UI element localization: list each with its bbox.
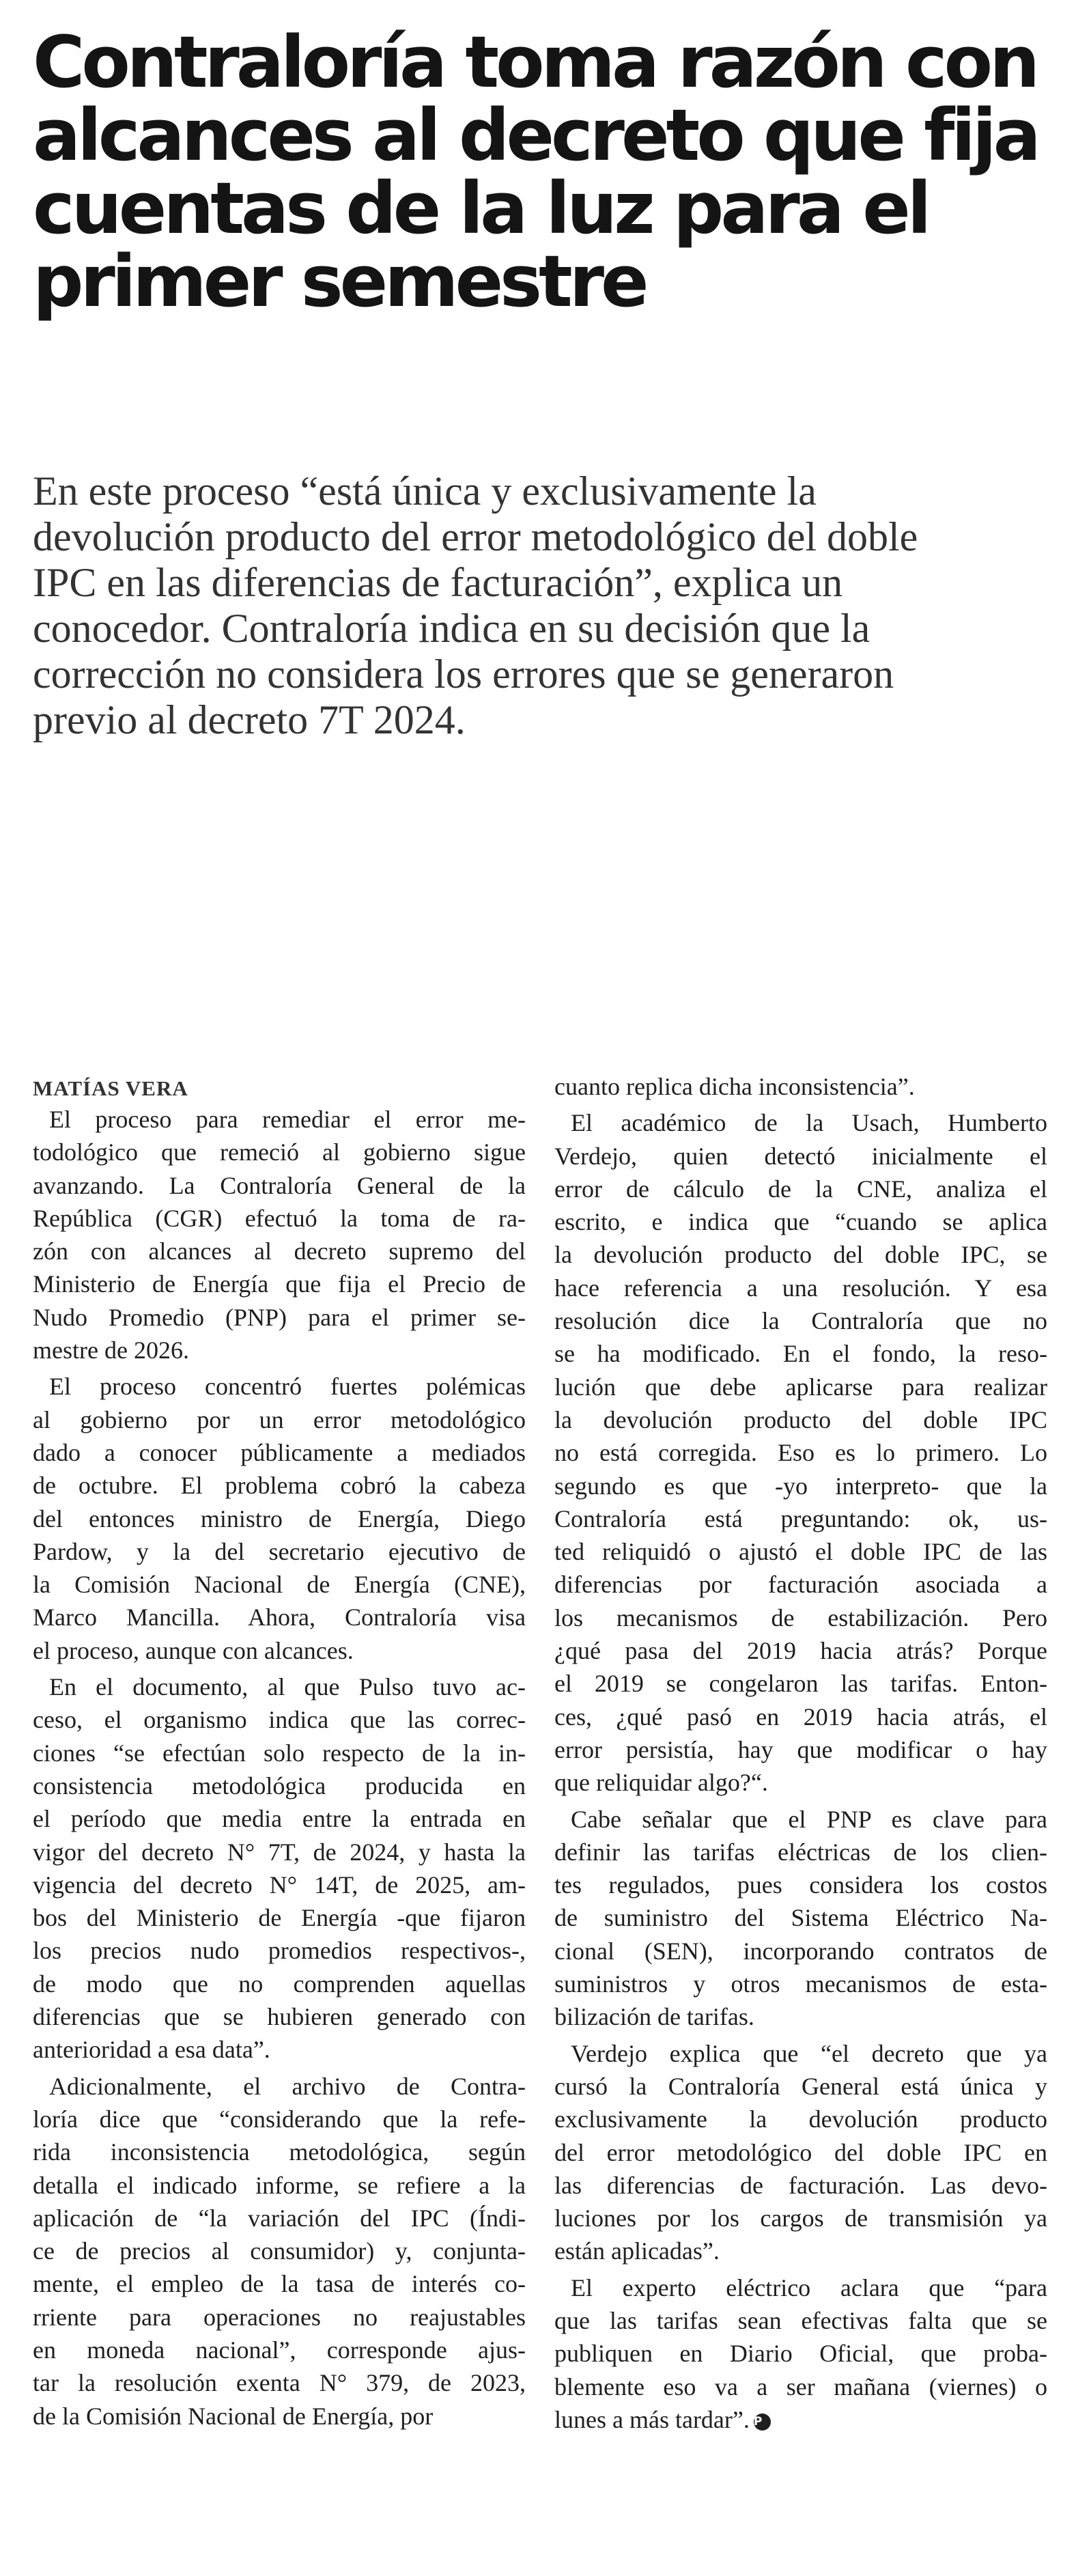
body-line: exclusivamente la devolución producto [554, 2105, 1047, 2133]
body-line: que reliquidar algo?“. [554, 1769, 768, 1797]
body-line: tes regulados, pues considera los costos [554, 1871, 1047, 1899]
deck-line: En este proceso “está única y exclusivamente la [33, 468, 817, 514]
body-line: Verdejo explica que “el decreto que ya [571, 2039, 1047, 2067]
body-line: de modo que no comprenden aquellas [33, 1970, 526, 1998]
body-line: En el documento, al que Pulso tuvo ac- [49, 1673, 526, 1701]
body-line: diferencias por facturación asociada a [554, 1571, 1047, 1599]
body-line: bos del Ministerio de Energía -que fijaron [33, 1904, 526, 1932]
body-line: ceso, el organismo indica que las correc- [33, 1706, 526, 1734]
body-line: vigor del decreto N° 7T, de 2024, y hasta la [33, 1838, 526, 1866]
body-line: Marco Mancilla. Ahora, Contraloría visa [33, 1604, 526, 1632]
author-byline: MATÍAS VERA [33, 1076, 188, 1100]
body-line: rriente para operaciones no reajustables [33, 2303, 526, 2331]
body-line: aplicación de “la variación del IPC (Índi- [33, 2204, 526, 2232]
body-line: zón con alcances al decreto supremo del [33, 1237, 526, 1265]
body-paragraph [554, 2037, 1047, 2268]
body-line: segundo es que -yo interpreto- que la [554, 1472, 1047, 1500]
body-column-right [554, 1070, 1047, 2439]
body-line: diferencias que se hubieren generado con [33, 2003, 526, 2031]
deck-line: conocedor. Contraloría indica en su decisión que la [33, 606, 870, 651]
body-line: hace referencia a una resolución. Y esa [554, 1274, 1047, 1302]
body-line: loría dice que “considerando que la refe- [33, 2105, 526, 2133]
body-line: mente, el empleo de la tasa de interés co- [33, 2270, 526, 2298]
body-line-wrapper [554, 2403, 1047, 2436]
body-line: dado a conocer públicamente a mediados [33, 1438, 526, 1466]
body-line: avanzando. La Contraloría General de la [33, 1171, 526, 1199]
body-paragraph [33, 1370, 526, 1667]
headline-line: alcances al decreto que fija [33, 94, 1038, 177]
body-line: al gobierno por un error metodológico [33, 1405, 526, 1433]
body-line: definir las tarifas eléctricas de los clien- [554, 1838, 1047, 1866]
headline-line: primer semestre [33, 240, 646, 323]
body-line: todológico que remeció al gobierno sigue [33, 1138, 526, 1166]
body-paragraph [554, 1803, 1047, 2034]
body-line: mestre de 2026. [33, 1336, 189, 1364]
body-line: ¿qué pasa del 2019 hacia atrás? Porque [554, 1637, 1047, 1665]
deck-line: previo al decreto 7T 2024. [33, 697, 466, 742]
body-line: ces, ¿qué pasó en 2019 hacia atrás, el [554, 1703, 1047, 1731]
body-paragraph [554, 2271, 1047, 2436]
body-line: del error metodológico del doble IPC en [554, 2138, 1047, 2166]
body-line: error persistía, hay que modificar o hay [554, 1735, 1047, 1763]
body-line: bilización de tarifas. [554, 2003, 754, 2031]
body-line: error de cálculo de la CNE, analiza el [554, 1175, 1047, 1203]
body-line: República (CGR) efectuó la toma de ra- [33, 1204, 526, 1232]
body-line: anterioridad a esa data”. [33, 2036, 270, 2064]
body-line: El proceso para remediar el error me- [49, 1106, 526, 1133]
body-line: el proceso, aunque con alcances. [33, 1636, 354, 1664]
body-line: cional (SEN), incorporando contratos de [554, 1937, 1047, 1965]
body-line: publiquen en Diario Oficial, que proba- [554, 2340, 1047, 2368]
article-deck [33, 468, 1057, 743]
body-line: el 2019 se congelaron las tarifas. Enton- [554, 1670, 1047, 1698]
body-line: de suministro del Sistema Eléctrico Na- [554, 1904, 1047, 1932]
body-line: Adicionalmente, el archivo de Contra- [49, 2072, 526, 2100]
deck-line: corrección no considera los errores que se generaron [33, 652, 894, 697]
body-line: blemente eso va a ser mañana (viernes) o [554, 2372, 1047, 2400]
body-line: Cabe señalar que el PNP es clave para [571, 1805, 1047, 1833]
deck-line: devolución producto del error metodológico del doble [33, 514, 918, 559]
body-line: cursó la Contraloría General está única y [554, 2072, 1047, 2100]
body-line: detalla el indicado informe, se refiere a la [33, 2171, 526, 2199]
body-line: del entonces ministro de Energía, Diego [33, 1504, 526, 1532]
body-paragraph [33, 1103, 526, 1367]
body-paragraph [554, 1070, 1047, 1103]
body-line: Ministerio de Energía que fija el Precio de [33, 1270, 526, 1298]
body-line: Nudo Promedio (PNP) para el primer se- [33, 1303, 526, 1331]
body-line: consistencia metodológica producida en [33, 1772, 526, 1800]
body-line: los mecanismos de estabilización. Pero [554, 1604, 1047, 1632]
body-line: que las tarifas sean efectivas falta que se [554, 2306, 1047, 2334]
body-line: Verdejo, quien detectó inicialmente el [554, 1142, 1047, 1170]
body-line: lución que debe aplicarse para realizar [554, 1373, 1047, 1401]
body-line: Pardow, y la del secretario ejecutivo de [33, 1537, 526, 1565]
headline-line: Contraloría toma razón con [33, 20, 1037, 104]
body-line: el período que media entre la entrada en [33, 1805, 526, 1833]
body-line: escrito, e indica que “cuando se aplica [554, 1208, 1047, 1236]
body-line: la devolución producto del doble IPC [554, 1405, 1047, 1433]
body-paragraph [33, 1670, 526, 2067]
body-line: ciones “se efectúan solo respecto de la in- [33, 1739, 526, 1767]
body-line: los precios nudo promedios respectivos-, [33, 1937, 526, 1965]
body-line: no está corregida. Eso es lo primero. Lo [554, 1439, 1047, 1467]
deck-line: IPC en las diferencias de facturación”, explica un [33, 560, 843, 605]
body-line: ce de precios al consumidor) y, conjunta- [33, 2237, 526, 2265]
body-line: luciones por los cargos de transmisión ya [554, 2204, 1047, 2232]
body-line: de octubre. El problema cobró la cabeza [33, 1472, 526, 1500]
body-line: Contraloría está preguntando: ok, us- [554, 1504, 1047, 1532]
body-line: suministros y otros mecanismos de esta- [554, 1970, 1047, 1998]
body-line: rida inconsistencia metodológica, según [33, 2138, 526, 2166]
headline-line: cuentas de la luz para el [33, 167, 929, 250]
body-line: tar la resolución exenta N° 379, de 2023, [33, 2369, 526, 2397]
body-paragraph [554, 1106, 1047, 1799]
body-line: El proceso concentró fuertes polémicas [49, 1373, 526, 1401]
body-line: en moneda nacional”, corresponde ajus- [33, 2336, 526, 2364]
body-line: la devolución producto del doble IPC, se [554, 1241, 1047, 1269]
body-line: están aplicadas”. [554, 2237, 720, 2265]
body-paragraph [33, 2070, 526, 2433]
body-line: la Comisión Nacional de Energía (CNE), [33, 1571, 526, 1599]
body-line: El experto eléctrico aclara que “para [571, 2273, 1047, 2301]
body-line: de la Comisión Nacional de Energía, por [33, 2402, 434, 2430]
body-line: El académico de la Usach, Humberto [571, 1109, 1047, 1137]
body-line: vigencia del decreto N° 14T, de 2025, am- [33, 1871, 526, 1899]
article-headline [33, 20, 1057, 323]
body-line: lunes a más tardar”. [554, 2405, 750, 2433]
body-line: ted reliquidó o ajustó el doble IPC de las [554, 1538, 1047, 1566]
body-line: cuanto replica dicha inconsistencia”. [554, 1073, 915, 1100]
body-line: las diferencias de facturación. Las devo- [554, 2171, 1047, 2199]
body-line: se ha modificado. En el fondo, la reso- [554, 1340, 1047, 1368]
body-line: resolución dice la Contraloría que no [554, 1307, 1047, 1335]
body-column-left [33, 1103, 526, 2436]
article-end-mark: P [754, 2413, 771, 2431]
